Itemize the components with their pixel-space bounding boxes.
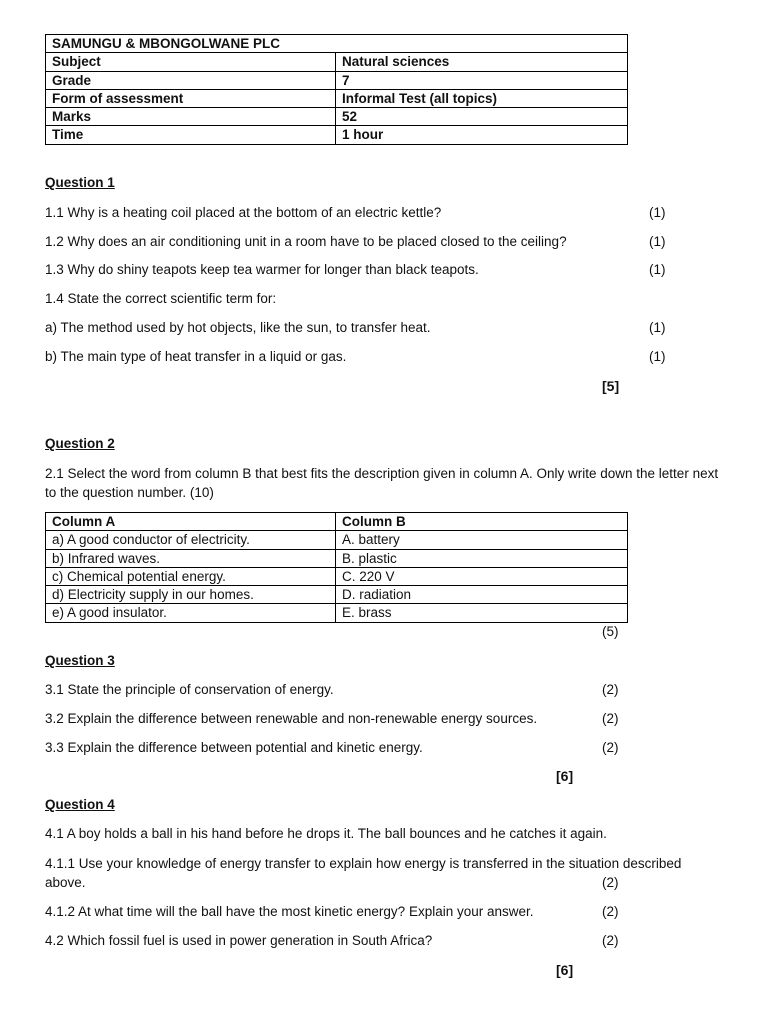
column-a-cell: c) Chemical potential energy.: [46, 567, 336, 585]
header-table: [45, 34, 628, 145]
question-3-total: [6]: [556, 768, 574, 784]
question-4-total: [6]: [556, 962, 574, 978]
question-4-title: Question 4: [45, 797, 115, 812]
mark-1-2: (1): [649, 234, 666, 249]
table-row: [46, 567, 628, 585]
school-name: SAMUNGU & MBONGOLWANE PLC: [46, 35, 628, 53]
header-row-marks: [46, 108, 628, 126]
column-b-cell: C. 220 V: [336, 567, 628, 585]
column-a-cell: b) Infrared waves.: [46, 549, 336, 567]
question-4-2: 4.2 Which fossil fuel is used in power generation in South Africa?: [45, 933, 433, 948]
question-1-4: 1.4 State the correct scientific term for:: [45, 291, 277, 306]
question-1-4b: b) The main type of heat transfer in a liquid or gas.: [45, 349, 347, 364]
header-label: Form of assessment: [46, 89, 336, 107]
table-row: [46, 549, 628, 567]
question-2-title: Question 2: [45, 436, 115, 451]
mark-4-1-1: (2): [602, 875, 619, 890]
header-label: Grade: [46, 71, 336, 89]
column-b-cell: E. brass: [336, 604, 628, 622]
question-4-1-1-line2: above.: [45, 875, 86, 890]
question-4-1-1-line1: 4.1.1 Use your knowledge of energy transfer to explain how energy is transferred in the situation described: [45, 856, 682, 871]
question-1-1: 1.1 Why is a heating coil placed at the bottom of an electric kettle?: [45, 205, 442, 220]
question-2-1-instruction: 2.1 Select the word from column B that best fits the description given in column A. Only write down the letter next to the question number. (10): [45, 466, 719, 500]
question-2-total: (5): [602, 624, 619, 639]
mark-1-1: (1): [649, 205, 666, 220]
mark-3-3: (2): [602, 740, 619, 755]
mark-4-2: (2): [602, 933, 619, 948]
question-4-1-2: 4.1.2 At what time will the ball have the most kinetic energy? Explain your answer.: [45, 904, 534, 919]
header-label: Time: [46, 126, 336, 144]
column-b-header: Column B: [336, 513, 628, 531]
header-value: 1 hour: [336, 126, 628, 144]
column-a-cell: a) A good conductor of electricity.: [46, 531, 336, 549]
header-value: Informal Test (all topics): [336, 89, 628, 107]
mark-3-1: (2): [602, 682, 619, 697]
header-row-grade: [46, 71, 628, 89]
question-1-2: 1.2 Why does an air conditioning unit in a room have to be placed closed to the ceiling?: [45, 234, 567, 249]
mark-1-4a: (1): [649, 320, 666, 335]
question-1-total: [5]: [602, 378, 620, 394]
header-row-time: [46, 126, 628, 144]
table-row: [46, 586, 628, 604]
question-3-title: Question 3: [45, 653, 115, 668]
mark-3-2: (2): [602, 711, 619, 726]
mark-1-3: (1): [649, 262, 666, 277]
column-a-cell: e) A good insulator.: [46, 604, 336, 622]
question-1-4a: a) The method used by hot objects, like the sun, to transfer heat.: [45, 320, 431, 335]
header-label: Marks: [46, 108, 336, 126]
question-3-3: 3.3 Explain the difference between potential and kinetic energy.: [45, 740, 423, 755]
matching-header-row: [46, 513, 628, 531]
question-3-1: 3.1 State the principle of conservation of energy.: [45, 682, 334, 697]
table-row: [46, 531, 628, 549]
header-value: Natural sciences: [336, 53, 628, 71]
mark-4-1-2: (2): [602, 904, 619, 919]
mark-1-4b: (1): [649, 349, 666, 364]
question-1-3: 1.3 Why do shiny teapots keep tea warmer for longer than black teapots.: [45, 262, 479, 277]
table-row: [46, 604, 628, 622]
matching-table: [45, 512, 628, 623]
header-value: 52: [336, 108, 628, 126]
column-b-cell: B. plastic: [336, 549, 628, 567]
header-value: 7: [336, 71, 628, 89]
question-1-title: Question 1: [45, 175, 115, 190]
column-b-cell: A. battery: [336, 531, 628, 549]
column-a-cell: d) Electricity supply in our homes.: [46, 586, 336, 604]
question-4-1: 4.1 A boy holds a ball in his hand before he drops it. The ball bounces and he catches it again.: [45, 826, 607, 841]
header-row-subject: [46, 53, 628, 71]
header-row-form: [46, 89, 628, 107]
header-label: Subject: [46, 53, 336, 71]
column-b-cell: D. radiation: [336, 586, 628, 604]
column-a-header: Column A: [46, 513, 336, 531]
question-3-2: 3.2 Explain the difference between renewable and non-renewable energy sources.: [45, 711, 538, 726]
